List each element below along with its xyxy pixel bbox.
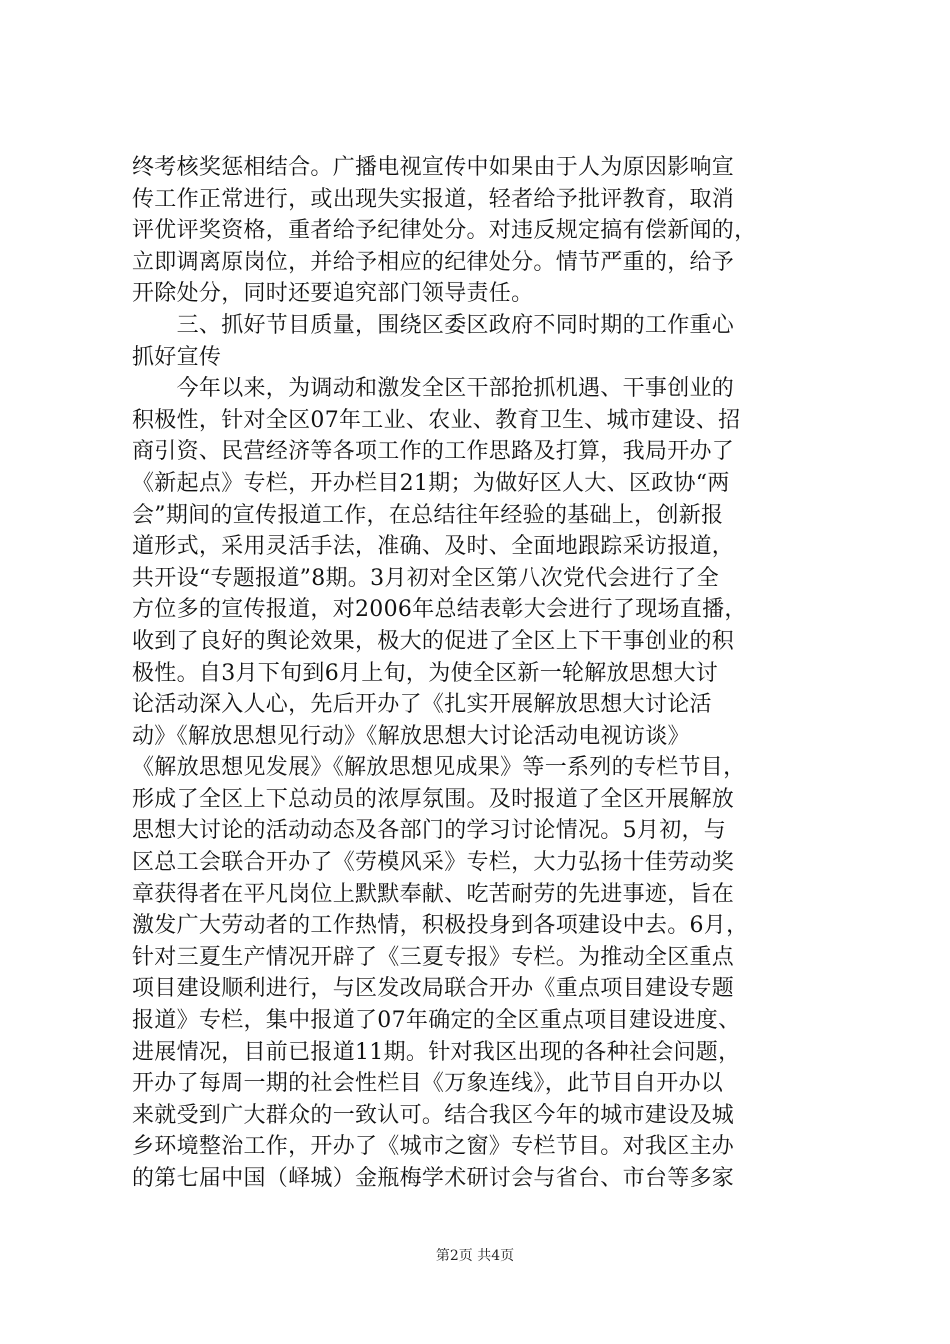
text-line: 思想大讨论的活动动态及各部门的学习讨论情况。5月初，与 <box>132 818 727 844</box>
text-line: 终考核奖惩相结合。广播电视宣传中如果由于人为原因影响宣 <box>132 155 735 180</box>
text-line: 《新起点》专栏，开办栏目21期；为做好区人大、区政协“两 <box>132 470 730 496</box>
text-line: 极性。自3月下旬到6月上旬，为使全区新一轮解放思想大讨 <box>132 660 719 686</box>
text-line: 开办了每周一期的社会性栏目《万象连线》，此节目自开办以 <box>132 1071 724 1097</box>
text-line: 论活动深入人心，先后开办了《扎实开展解放思想大讨论活 <box>132 692 712 718</box>
text-line: 形成了全区上下总动员的浓厚氛围。及时报道了全区开展解放 <box>132 786 735 812</box>
text-line: 积极性，针对全区07年工业、农业、教育卫生、城市建设、招 <box>132 407 741 433</box>
text-line: 道形式，采用灵活手法，准确、及时、全面地跟踪采访报道， <box>132 534 735 560</box>
text-line: 方位多的宣传报道，对2006年总结表彰大会进行了现场直播， <box>132 597 747 623</box>
page-footer: 第2页 共4页 <box>435 1248 515 1264</box>
text-line: 开除处分，同时还要追究部门领导责任。 <box>132 281 534 307</box>
text-line: 商引资、民营经济等各项工作的工作思路及打算，我局开办了 <box>132 439 735 465</box>
text-line: 今年以来，为调动和激发全区干部抢抓机遇、干事创业的 <box>132 376 735 402</box>
text-line: 针对三夏生产情况开辟了《三夏专报》专栏。为推动全区重点 <box>132 944 735 970</box>
text-line: 区总工会联合开办了《劳模风采》专栏，大力弘扬十佳劳动奖 <box>132 850 735 876</box>
text-line: 抓好宣传 <box>132 344 222 370</box>
text-line: 评优评奖资格，重者给予纪律处分。对违反规定搞有偿新闻的， <box>132 218 757 244</box>
text-line: 会”期间的宣传报道工作，在总结往年经验的基础上，创新报 <box>132 502 724 528</box>
text-line: 来就受到广大群众的一致认可。结合我区今年的城市建设及城 <box>132 1102 735 1128</box>
text-line: 传工作正常进行，或出现失实报道，轻者给予批评教育，取消 <box>132 186 735 212</box>
text-line: 三、抓好节目质量，围绕区委区政府不同时期的工作重心 <box>132 312 735 338</box>
text-line: 的第七届中国（峄城）金瓶梅学术研讨会与省台、市台等多家 <box>132 1166 735 1191</box>
text-line: 报道》专栏，集中报道了07年确定的全区重点项目建设进度、 <box>132 1008 741 1034</box>
text-line: 章获得者在平凡岗位上默默奉献、吃苦耐劳的先进事迹，旨在 <box>132 881 735 907</box>
text-line: 激发广大劳动者的工作热情，积极投身到各项建设中去。6月， <box>132 913 749 939</box>
document-body <box>132 152 832 1195</box>
text-line: 共开设“专题报道”8期。3月初对全区第八次党代会进行了全 <box>132 565 719 591</box>
text-line: 收到了良好的舆论效果，极大的促进了全区上下干事创业的积 <box>132 628 735 654</box>
text-line: 立即调离原岗位，并给予相应的纪律处分。情节严重的，给予 <box>132 249 735 275</box>
text-line: 动》《解放思想见行动》《解放思想大讨论活动电视访谈》 <box>132 723 690 749</box>
text-line: 《解放思想见发展》《解放思想见成果》等一系列的专栏节目， <box>132 755 746 781</box>
text-line: 进展情况，目前已报道11期。针对我区出现的各种社会问题， <box>132 1039 741 1065</box>
text-line: 乡环境整治工作，开办了《城市之窗》专栏节目。对我区主办 <box>132 1134 735 1160</box>
text-line: 项目建设顺利进行，与区发改局联合开办《重点项目建设专题 <box>132 976 735 1002</box>
